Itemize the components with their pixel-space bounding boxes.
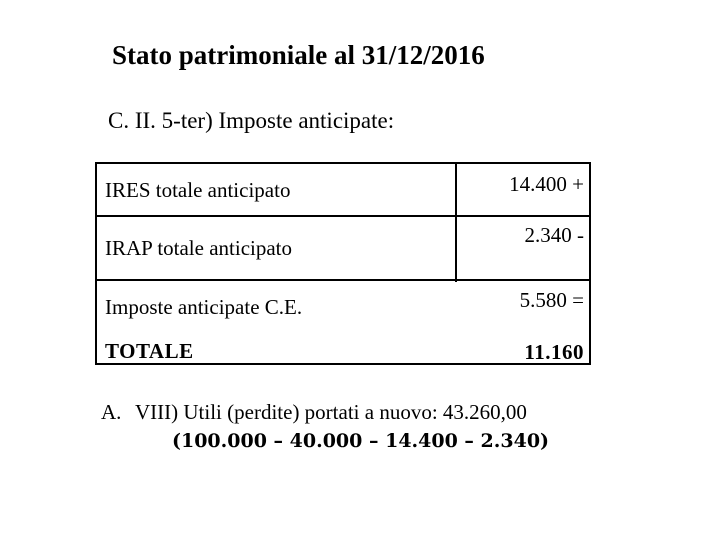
row-value-ires: 14.400 +	[509, 172, 584, 196]
row-value-irap: 2.340 -	[524, 223, 584, 247]
row-label-ires: IRES totale anticipato	[105, 178, 291, 202]
note-line	[101, 400, 527, 425]
row-label-totale: TOTALE	[105, 339, 194, 363]
row-divider	[97, 279, 589, 281]
tax-table	[95, 162, 591, 365]
row-value-imposte: 5.580 =	[519, 288, 584, 312]
note-formula: (100.000 – 40.000 – 14.400 – 2.340)	[172, 430, 550, 452]
row-divider	[97, 215, 589, 217]
column-divider	[455, 164, 457, 282]
page-title: Stato patrimoniale al 31/12/2016	[112, 40, 485, 70]
row-label-imposte: Imposte anticipate C.E.	[105, 295, 303, 319]
note-marker: A.	[101, 400, 122, 424]
row-label-irap: IRAP totale anticipato	[105, 236, 293, 260]
note-text: VIII) Utili (perdite) portati a nuovo: 43.260,00	[135, 400, 527, 424]
row-value-totale: 11.160	[524, 340, 584, 364]
section-subtitle: C. II. 5-ter) Imposte anticipate:	[108, 108, 395, 133]
